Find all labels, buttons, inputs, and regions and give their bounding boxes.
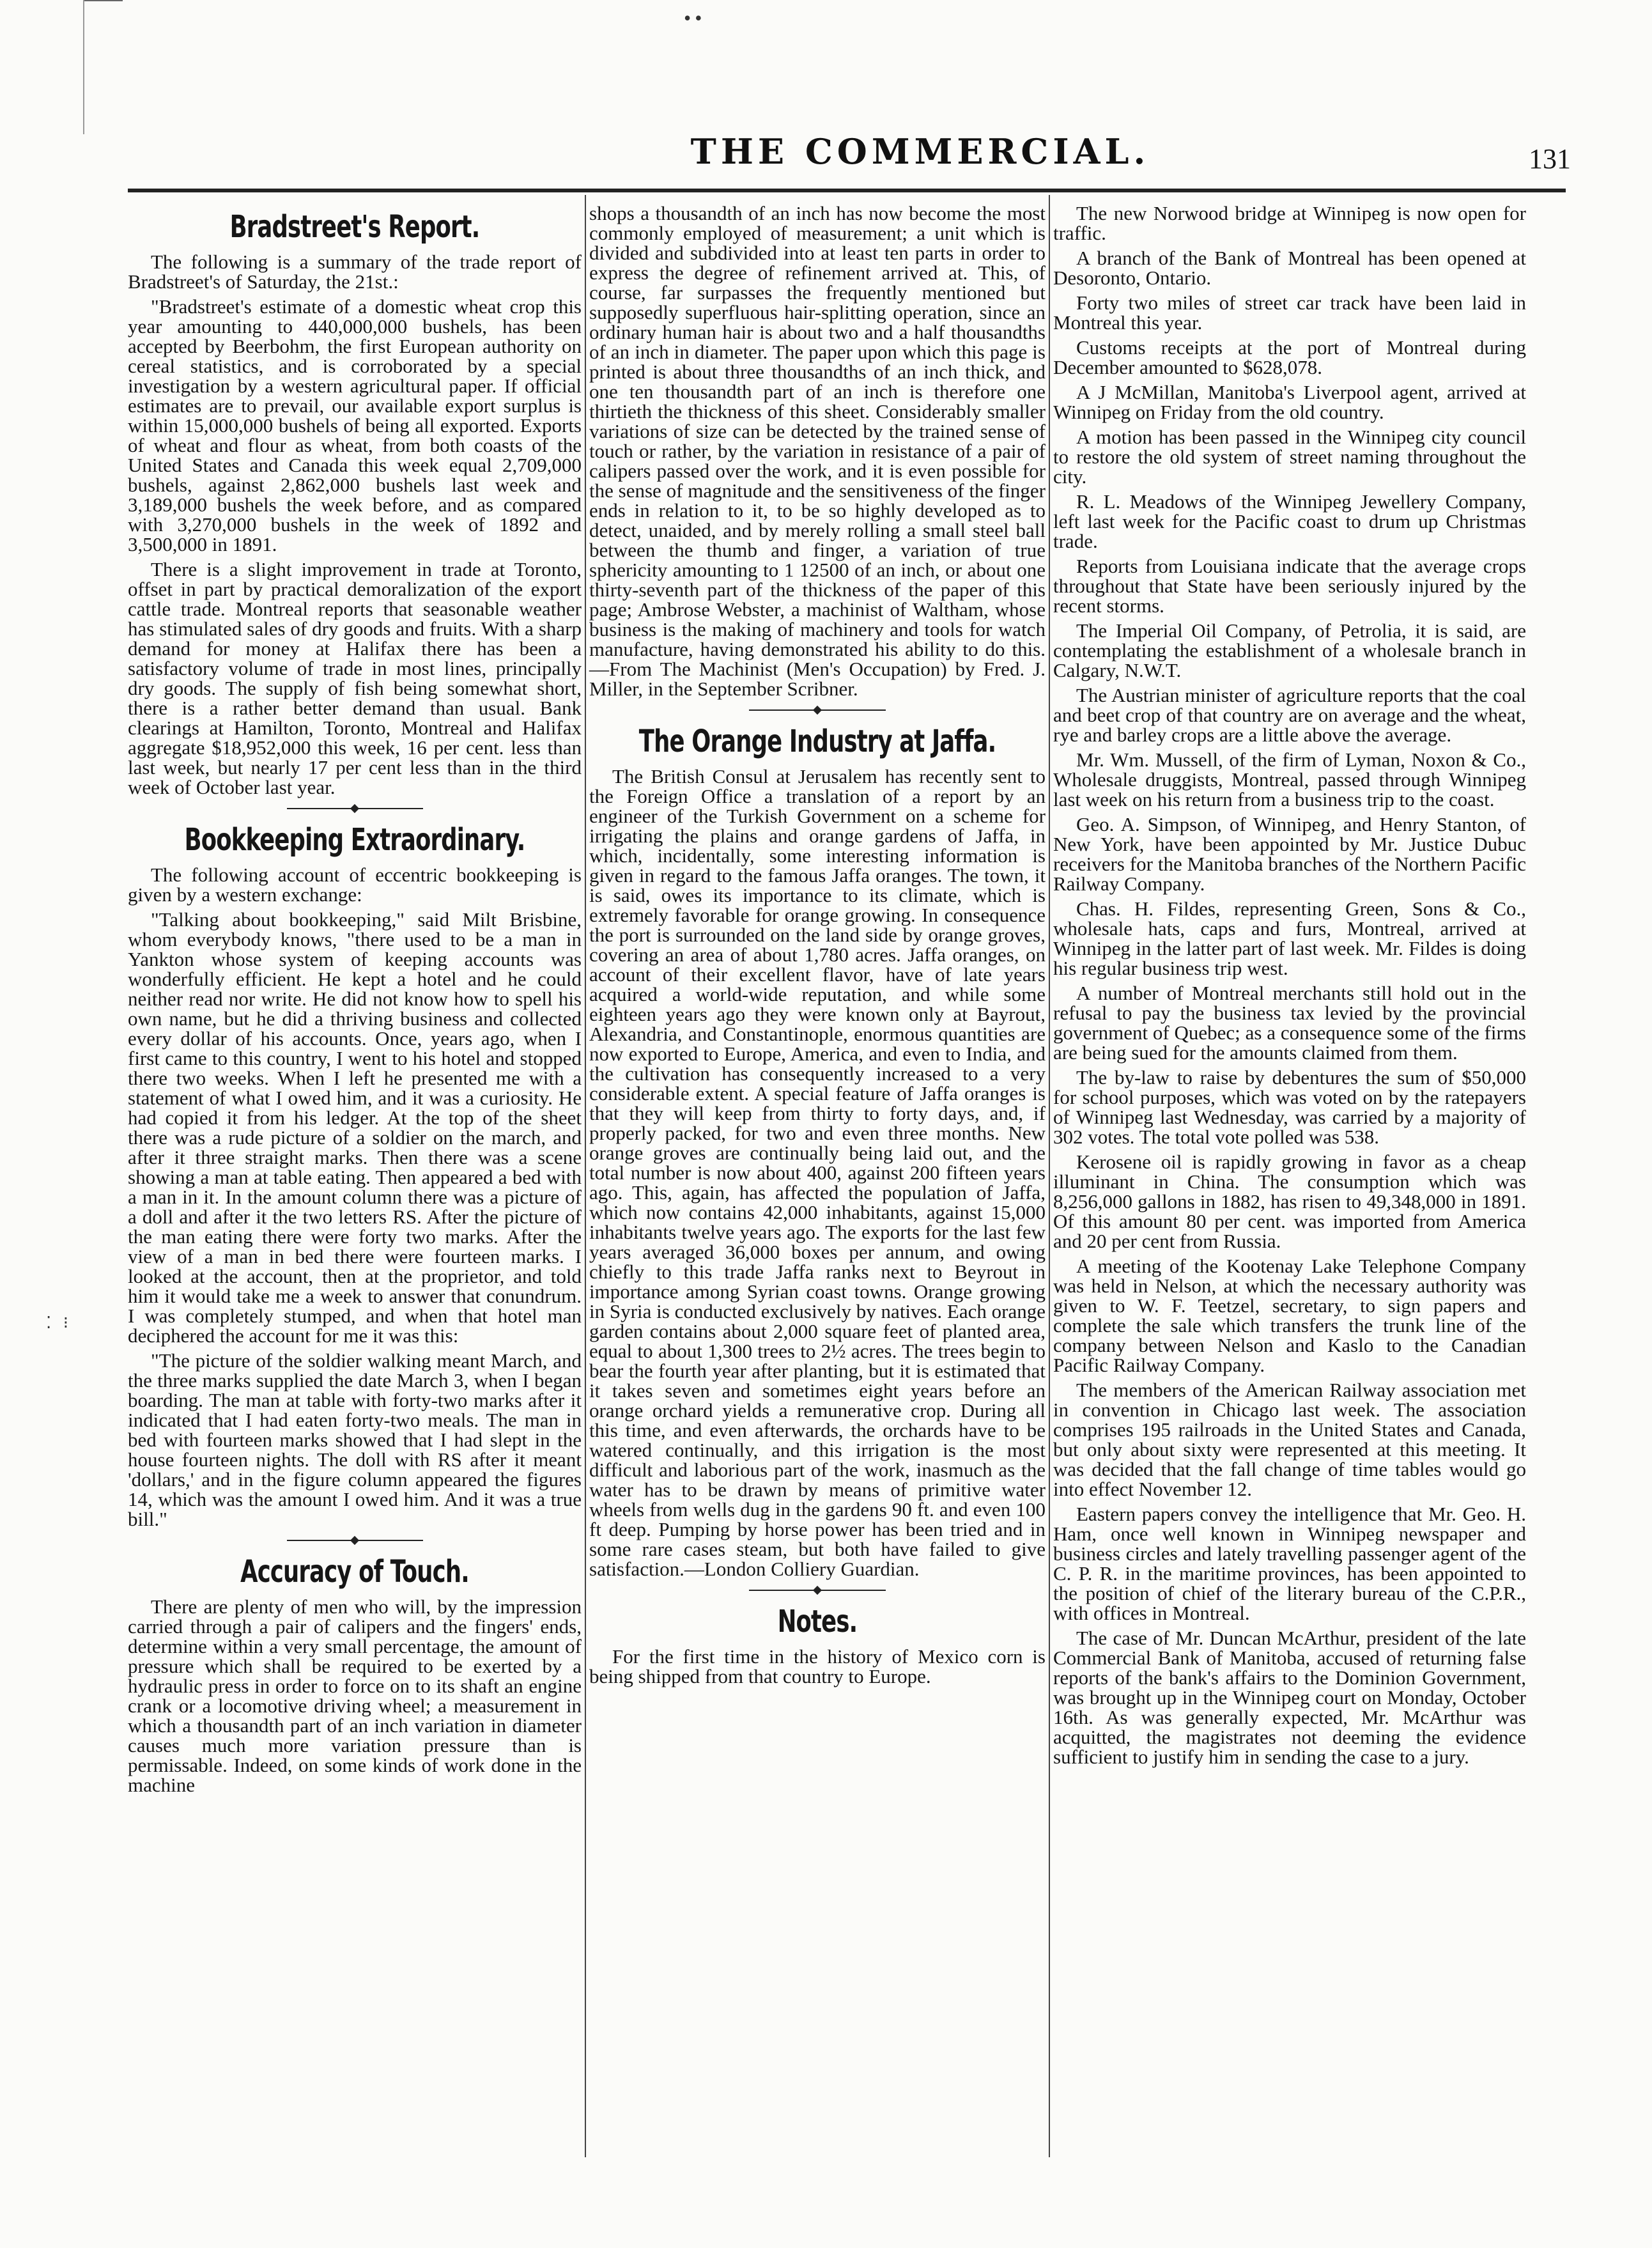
section-separator: [128, 802, 582, 815]
section-separator: [589, 1584, 1046, 1597]
paragraph: For the first time in the history of Mexico corn is being shipped from that country to Europe.: [589, 1645, 1046, 1687]
paragraph: Mr. Wm. Mussell, of the firm of Lyman, Noxon & Co., Wholesale druggists, Montreal, passed through Winnipeg last week on his return from a business trip to the coast.: [1053, 748, 1526, 810]
paragraph: Reports from Louisiana indicate that the average crops throughout that State have been seriously injured by the recent storms.: [1053, 555, 1526, 617]
column-rule: [585, 195, 586, 2157]
paragraph: shops a thousandth of an inch has now become the most commonly employed of measurement; a unit which is divided and subdivided into at least ten parts in order to express the degree of refinement arrived at. This, of course, far surpasses the frequently mentioned but supposedly superfluous hair-splitting operation, since an ordinary human hair is about two and a half thousandths of an inch in diameter. The paper upon which this page is printed is about three thousandths of an inch thick, and one ten thousandth part of an inch is therefore one thirtieth the thickness of this sheet. Considerably smaller variations of size can be detected by the trained sense of touch or rather, by the variation in resistance of a pair of calipers passed over the work, and it is even possible for the sense of magnitude and the sensitiveness of the finger ends in relation to it, to be so highly developed as to detect, unaided, and by merely rolling a small steel ball between the thumb and finger, a variation of true sphericity amounting to 1 12500 of an inch, or about one thirty-seventh part of the thickness of the paper of this page; Ambrose Webster, a machinist of Waltham, whose business is the making of machinery and tools for watch manufacture, having demonstrated his ability to do this.—From The Machinist (Men's Occupation) by Fred. J. Miller, in the September Scribner.: [589, 202, 1046, 700]
header-rule: [128, 189, 1566, 192]
paragraph: The Imperial Oil Company, of Petrolia, it is said, are contemplating the establishment of a wholesale branch in Calgary, N.W.T.: [1053, 619, 1526, 681]
paragraph: A J McMillan, Manitoba's Liverpool agent, arrived at Winnipeg on Friday from the old country.: [1053, 381, 1526, 423]
masthead: THE COMMERCIAL.: [690, 131, 1150, 172]
section-separator: [589, 704, 1046, 717]
paragraph: A number of Montreal merchants still hold out in the refusal to pay the business tax levied by the provincial government of Quebec; as a consequence some of the firms are being sued for the amounts claimed from them.: [1053, 982, 1526, 1064]
paragraph: The case of Mr. Duncan McArthur, president of the late Commercial Bank of Manitoba, accused of returning false reports of the bank's affairs to the Dominion Government, was brought up in the Winnipeg court on Monday, October 16th. As was generally expected, Mr. McArthur was acquitted, the magistrates not deeming the evidence sufficient to justify him in sending the case to a jury.: [1053, 1627, 1526, 1768]
paragraph: The following is a summary of the trade report of Bradstreet's of Saturday, the 21st.:: [128, 251, 582, 293]
article-heading: Accuracy of Touch.: [240, 1554, 469, 1590]
paragraph: "The picture of the soldier walking meant March, and the three marks supplied the date March 3, when I began boarding. The man at table with forty-two marks after it indicated that I had eaten forty-two meals. The man in bed with fourteen marks showed that I had slept in the house fourteen nights. The doll with RS after it meant 'dollars,' and in the figure column appeared the figures 14, which was the amount I owed him. And it was a true bill.": [128, 1349, 582, 1530]
paragraph: The members of the American Railway association met in convention in Chicago last week. The association comprises 195 railroads in the United States and Canada, but only about sixty were represented at this meeting. It was decided that the fall change of time tables would go into effect November 12.: [1053, 1379, 1526, 1500]
article-heading: The Orange Industry at Jaffa.: [638, 724, 996, 759]
print-speck: ••: [684, 6, 706, 29]
article-heading: Bradstreet's Report.: [229, 209, 480, 245]
column-rule: [1049, 195, 1050, 2157]
paragraph: The by-law to raise by debentures the sum of $50,000 for school purposes, which was voted on by the ratepayers of Winnipeg last Wednesday, was carried by a majority of 302 votes. The total vote polled was 538.: [1053, 1066, 1526, 1148]
paragraph: The new Norwood bridge at Winnipeg is now open for traffic.: [1053, 202, 1526, 244]
column-middle: [589, 203, 1046, 1691]
paragraph: The Austrian minister of agriculture reports that the coal and beet crop of that country are on average and the wheat, rye and barley crops are a little above the average.: [1053, 684, 1526, 746]
column-left: [128, 203, 582, 1800]
margin-pencil-mark: [83, 0, 129, 134]
paragraph: A meeting of the Kootenay Lake Telephone Company was held in Nelson, at which the necessary authority was given to W. F. Teetzel, secretary, to sign papers and complete the sale which transfers the trunk line of the company between Nelson and Kaslo to the Canadian Pacific Railway Company.: [1053, 1255, 1526, 1376]
column-right: [1053, 203, 1526, 1772]
paragraph: A motion has been passed in the Winnipeg city council to restore the old system of street naming throughout the city.: [1053, 426, 1526, 488]
paragraph: There is a slight improvement in trade at Toronto, offset in part by practical demoralization of the export cattle trade. Montreal reports that seasonable weather has stimulated sales of dry goods and fruits. With a sharp demand for money at Halifax there has been a satisfactory volume of trade in most lines, principally dry goods. The supply of fish being somewhat short, there is a rather better demand than usual. Bank clearings at Hamilton, Toronto, Montreal and Halifax aggregate $18,952,000 this week, 16 per cent. less than last week, but nearly 17 per cent less than in the third week of October last year.: [128, 558, 582, 798]
paragraph: Chas. H. Fildes, representing Green, Sons & Co., wholesale hats, caps and furs, Montreal, arrived at Winnipeg in the latter part of last week. Mr. Fildes is doing his regular business trip west.: [1053, 897, 1526, 979]
print-speck: ⁚ ⁝: [46, 1314, 73, 1332]
paragraph: Eastern papers convey the intelligence that Mr. Geo. H. Ham, once well known in Winnipeg newspaper and business circles and lately travelling passenger agent of the C. P. R. in the maritime provinces, has been appointed to the position of chief of the literary bureau of the C.P.R., with offices in Montreal.: [1053, 1503, 1526, 1624]
article-heading: Bookkeeping Extraordinary.: [184, 822, 525, 858]
article-heading: Notes.: [777, 1604, 858, 1639]
paragraph: The following account of eccentric bookkeeping is given by a western exchange:: [128, 864, 582, 906]
section-separator: [128, 1534, 582, 1547]
paragraph: There are plenty of men who will, by the impression carried through a pair of calipers and the fingers' ends, determine within a very small percentage, the amount of pressure which shall be required to be exerted by a hydraulic press in order to force on to its shaft an engine crank or a locomotive driving wheel; a measurement in which a thousandth part of an inch variation in diameter causes much more variation pressure than is permissable. Indeed, on some kinds of work done in the machine: [128, 1595, 582, 1796]
paragraph: The British Consul at Jerusalem has recently sent to the Foreign Office a translation of a report by an engineer of the Turkish Government on a scheme for irrigating the plains and orange gardens of Jaffa, in which, incidentally, some interesting information is given in regard to the famous Jaffa oranges. The town, it is said, owes its importance to its climate, which is extremely favorable for orange growing. In consequence the port is surrounded on the land side by orange groves, covering an area of about 1,780 acres. Jaffa oranges, on account of their excellent flavor, have of late years acquired a world-wide reputation, and while some eighteen years ago they were known only at Bayrout, Alexandria, and Constantinople, enormous quantities are now exported to Europe, America, and even to India, and the cultivation has consequently increased to a very considerable extent. A special feature of Jaffa oranges is that they will keep from thirty to forty days, and, if properly packed, for two and even three months. New orange groves are continually being laid out, and the total number is now about 400, against 200 fifteen years ago. This, again, has affected the population of Jaffa, which now contains 42,000 inhabitants, against 15,000 inhabitants twelve years ago. The exports for the last few years averaged 36,000 boxes per annum, and owing chiefly to this trade Jaffa ranks next to Beyrout in importance among Syrian coast towns. Orange growing in Syria is conducted exclusively by natives. Each orange garden contains about 2,000 square feet of planted area, equal to about 1,300 trees to 2½ acres. The trees begin to bear the fourth year after planting, but it is estimated that it takes seven and sometimes eight years before an orange orchard yields a remunerative crop. During all this time, and even afterwards, the orchards have to be watered continually, and this irrigation is the most difficult and laborious part of the work, inasmuch as the water has to be drawn by means of primitive water wheels from wells dug in the gardens 90 ft. and even 100 ft deep. Pumping by horse power has been tried and in some rare cases steam, but both have failed to give satisfaction.—London Colliery Guardian.: [589, 765, 1046, 1580]
paragraph: "Bradstreet's estimate of a domestic wheat crop this year amounting to 440,000,000 bushels, has been accepted by Beerbohm, the first European authority on cereal statistics, and is corroborated by a special investigation by a western agricultural paper. If official estimates are to prevail, our available export surplus is within 15,000,000 bushels of being all exported. Exports of wheat and flour as wheat, from both coasts of the United States and Canada this week equal 2,709,000 bushels, against 2,862,000 bushels last week and 3,189,000 bushels the week before, and as compared with 3,270,000 bushels in the week of 1892 and 3,500,000 in 1891.: [128, 295, 582, 555]
paragraph: R. L. Meadows of the Winnipeg Jewellery Company, left last week for the Pacific coast to drum up Christmas trade.: [1053, 490, 1526, 552]
paragraph: Forty two miles of street car track have been laid in Montreal this year.: [1053, 291, 1526, 334]
page-number: 131: [1529, 143, 1571, 174]
paragraph: Kerosene oil is rapidly growing in favor as a cheap illuminant in China. The consumption which was 8,256,000 gallons in 1882, has risen to 49,348,000 in 1891. Of this amount 80 per cent. was imported from America and 20 per cent from Russia.: [1053, 1151, 1526, 1252]
paragraph: Customs receipts at the port of Montreal during December amounted to $628,078.: [1053, 336, 1526, 378]
paragraph: A branch of the Bank of Montreal has been opened at Desoronto, Ontario.: [1053, 247, 1526, 289]
paragraph: Geo. A. Simpson, of Winnipeg, and Henry Stanton, of New York, have been appointed by Mr. Justice Dubuc receivers for the Manitoba branches of the Northern Pacific Railway Company.: [1053, 813, 1526, 895]
paragraph: "Talking about bookkeeping," said Milt Brisbine, whom everybody knows, "there used to be a man in Yankton whose system of keeping accounts was wonderfully efficient. He kept a hotel and he could neither read nor write. He did not know how to spell his own name, but he did a thriving business and collected every dollar of his accounts. Once, years ago, when I first came to this country, I went to his hotel and stopped there two weeks. When I left he presented me with a statement of what I owed him, and it was a curiosity. He had copied it from his ledger. At the top of the sheet there was a rude picture of a soldier on the march, and after it three straight marks. Then there was a scene showing a man at table eating. Then appeared a bed with a man in it. In the amount column there was a picture of a doll and after it the two letters RS. After the picture of the man eating there were forty two marks. After the view of a man in bed there were fourteen marks. I looked at the account, then at the proprietor, and told him it would take me a week to answer that conundrum. I was completely stumped, and when that hotel man deciphered the account for me it was this:: [128, 908, 582, 1347]
